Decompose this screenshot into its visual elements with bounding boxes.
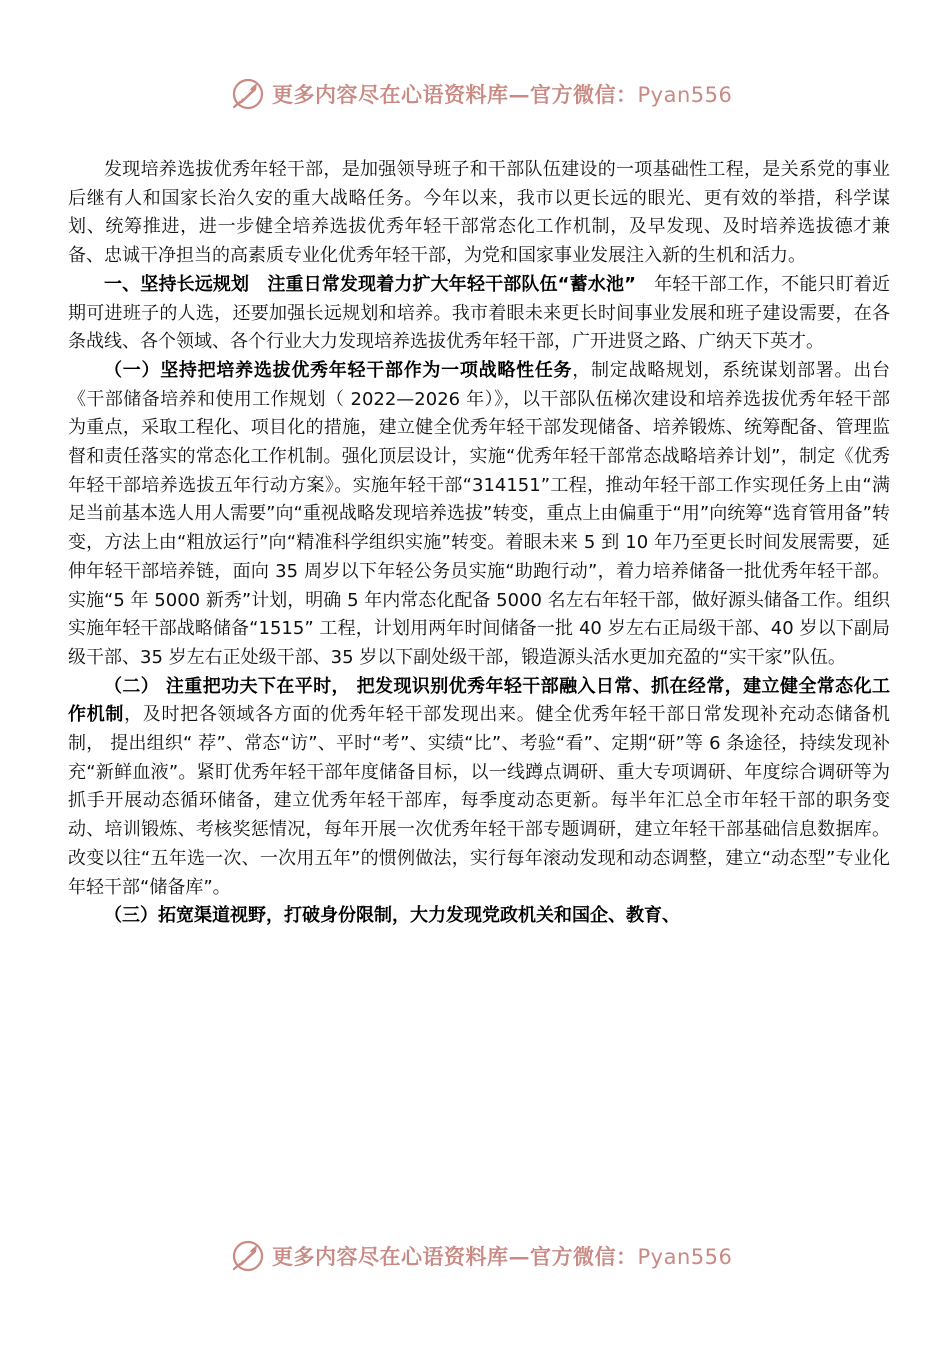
paragraph-text: ，制定战略规划，系统谋划部署。出台《干部储备培养和使用工作规划（ 2022—2026 年）》，以干部队伍梯次建设和培养选拔优秀年轻干部为重点，采取工程化、项目化的措施，建立健全优秀年轻干部发现储备、培养锻炼、统筹配备、管理监督和责任落实的常态化工作机制。强化顶层设计，实施“优秀年轻干部常态战略培养计划”，制定《优秀年轻干部培养选拔五年行动方案》。实施年轻干部“314151”工程，推动年轻干部工作实现任务上由“满足当前基本选人用人需要”向“重视战略发现培养选拔”转变，重点上由偏重于“用”向统筹“选育管用备”转变，方法上由“粗放运行”向“精准科学组织实施”转变。着眼未来 5 到 10 年乃至更长时间发展需要，延伸年轻干部培养链，面向 35 周岁以下年轻公务员实施“助跑行动”，着力培养储备一批优秀年轻干部。实施“5 年 5000 新秀”计划，明确 5 年内常态化配备 5000 名左右年轻干部，做好源头储备工作。组织实施年轻干部战略储备“1515” 工程，计划用两年时间储备一批 40 岁左右正局级干部、40 岁以下副局级干部、35 岁左右正处级干部、35 岁以下副处级干部，锻造源头活水更加充盈的“实干家”队伍。 (68, 359, 891, 668)
paragraph-text: 发现培养选拔优秀年轻干部，是加强领导班子和干部队伍建设的一项基础性工程，是关系党的事业后继有人和国家长治久安的重大战略任务。今年以来，我市以更长远的眼光、更有效的举措，科学谋划、统筹推进，进一步健全培养选拔优秀年轻干部常态化工作机制，及早发现、及时培养选拔德才兼备、忠诚干净担当的高素质专业化优秀年轻干部，为党和国家事业发展注入新的生机和活力。 (68, 159, 890, 267)
quill-pen-logo-icon (230, 76, 266, 112)
banner-wechat-id: Pyan556 (637, 1245, 733, 1269)
paragraph-text: ，及时把各领域各方面的优秀年轻干部发现出来。健全优秀年轻干部日常发现补充动态储备机制， 提出组织“ 荐”、常态“访”、平时“考”、实绩“比”、考验“看”、定期“研”等 6 条途径，持续发现补充“新鲜血液”。紧盯优秀年轻干部年度储备目标，以一线蹲点调研、重大专项调研、年度综合调研等为抓手开展动态循环储备，建立优秀年轻干部库，每季度动态更新。每半年汇总全市年轻干部的职务变动、培训锻炼、考核奖惩情况，每年开展一次优秀年轻干部专题调研，建立年轻干部基础信息数据库。改变以往“五年选一次、一次用五年”的惯例做法，实行每年滚动发现和动态调整，建立“动态型”专业化年轻干部“储备库”。 (68, 704, 890, 898)
paragraph-text: 年轻干部工作，不能只盯着近期可进班子的人选，还要加强长远规划和培养。我市着眼未来更长时间事业发展和班子建设需要，在各条战线、各个领域、各个行业大力发现培养选拔优秀年轻干部，广开进贤之路、广纳天下英才。 (68, 273, 890, 353)
banner-label: 更多内容尽在心语资料库—官方微信： (272, 82, 638, 107)
subsection-heading: （二） 注重把功夫下在平时， 把发现识别优秀年轻干部融入日常、抓在经常，建立健全常态化工作机制 (68, 675, 890, 726)
banner-wechat-id: Pyan556 (637, 83, 733, 107)
article-body (68, 156, 890, 931)
paragraph-subsection-2 (68, 673, 890, 903)
banner-label: 更多内容尽在心语资料库—官方微信： (272, 1244, 638, 1269)
footer-banner (230, 1238, 732, 1274)
paragraph-section-1 (68, 271, 890, 357)
quill-pen-logo-icon (230, 1238, 266, 1274)
banner-text (272, 79, 732, 109)
paragraph-subsection-1 (68, 357, 890, 673)
header-banner (230, 76, 732, 112)
paragraph-intro (68, 156, 890, 271)
subsection-heading: （一）坚持把培养选拔优秀年轻干部作为一项战略性任务 (104, 359, 573, 381)
banner-text (272, 1241, 732, 1271)
paragraph-subsection-3 (68, 902, 890, 931)
section-heading: 一、坚持长远规划 注重日常发现着力扩大年轻干部队伍“蓄水池” (104, 273, 636, 295)
subsection-heading: （三）拓宽渠道视野，打破身份限制，大力发现党政机关和国企、教育、 (104, 905, 680, 927)
